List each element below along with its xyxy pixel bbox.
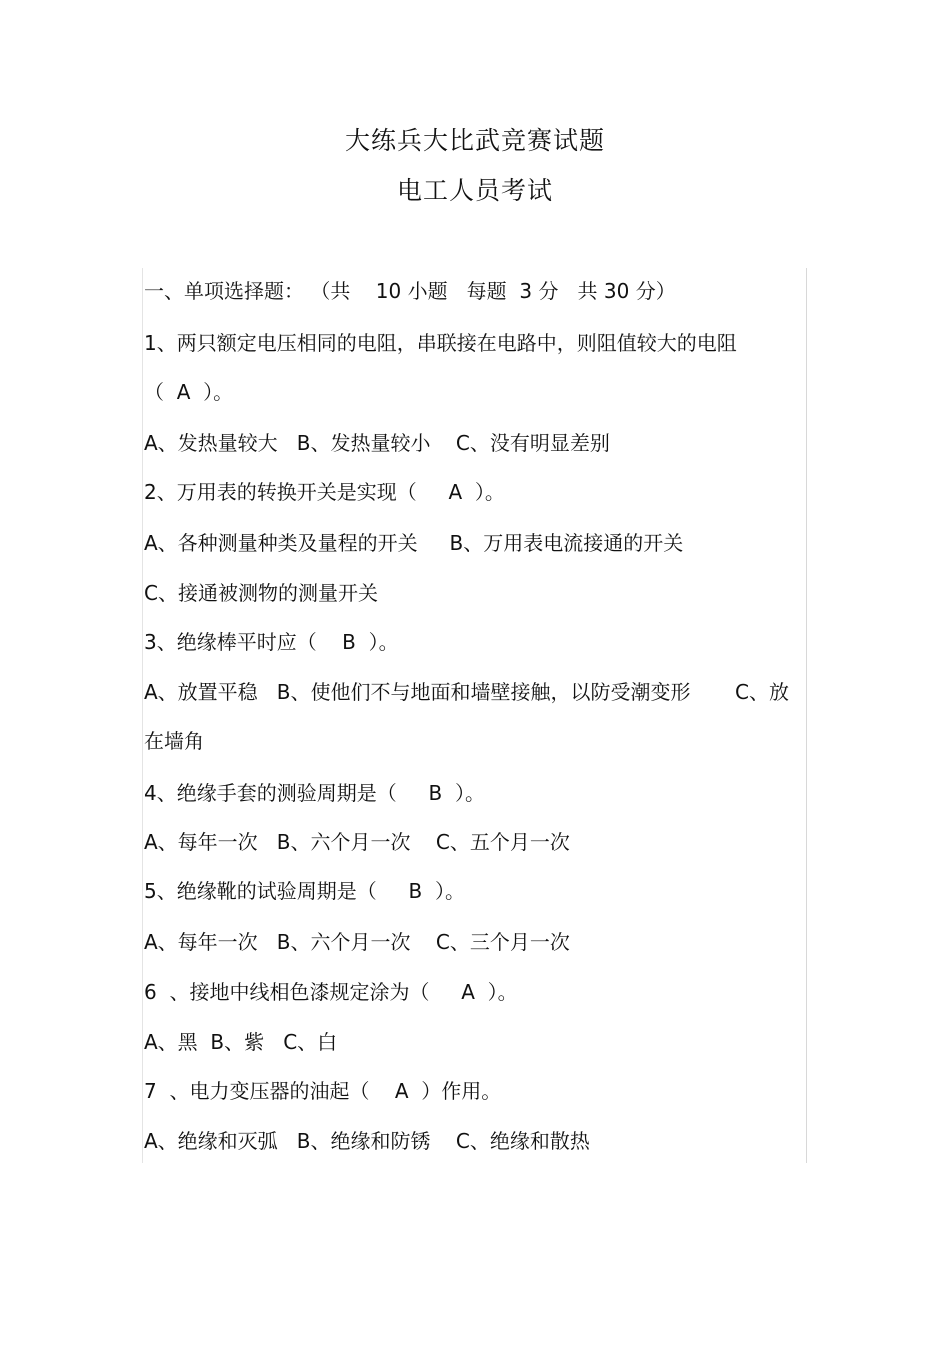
question-2-options: A、各种测量种类及量程的开关 B、万用表电流接通的开关 (144, 531, 684, 555)
question-5: 5、绝缘靴的试验周期是（ B ）。 (144, 879, 465, 903)
question-1-answer: （ A ）。 (144, 380, 234, 404)
question-6-options: A、黑 B、紫 C、白 (144, 1030, 338, 1054)
question-2: 2、万用表的转换开关是实现（ A ）。 (144, 480, 505, 504)
question-6: 6 、接地中线相色漆规定涂为（ A ）。 (144, 980, 518, 1004)
question-4: 4、绝缘手套的测验周期是（ B ）。 (144, 781, 485, 805)
question-2-options-cont: C、接通被测物的测量开关 (144, 581, 378, 605)
question-1-options: A、发热量较大 B、发热量较小 C、没有明显差别 (144, 431, 610, 455)
question-4-options: A、每年一次 B、六个月一次 C、五个月一次 (144, 830, 570, 854)
question-7-options: A、绝缘和灭弧 B、绝缘和防锈 C、绝缘和散热 (144, 1129, 590, 1153)
question-5-options: A、每年一次 B、六个月一次 C、三个月一次 (144, 930, 570, 954)
right-border (806, 268, 807, 1163)
question-3-options-cont: 在墙角 (144, 729, 204, 753)
page-subtitle: 电工人员考试 (396, 176, 553, 205)
question-7: 7 、电力变压器的油起（ A ）作用。 (144, 1079, 502, 1103)
page-title: 大练兵大比武竞赛试题 (344, 126, 605, 155)
question-1: 1、两只额定电压相同的电阻，串联接在电路中，则阻值较大的电阻 (144, 331, 737, 355)
section-heading: 一、单项选择题： （共 10 小题 每题 3 分 共 30 分） (144, 279, 676, 303)
left-border (142, 268, 143, 1163)
question-3-options: A、放置平稳 B、使他们不与地面和墙壁接触，以防受潮变形 C、放 (144, 680, 789, 704)
question-3: 3、绝缘棒平时应（ B ）。 (144, 630, 399, 654)
